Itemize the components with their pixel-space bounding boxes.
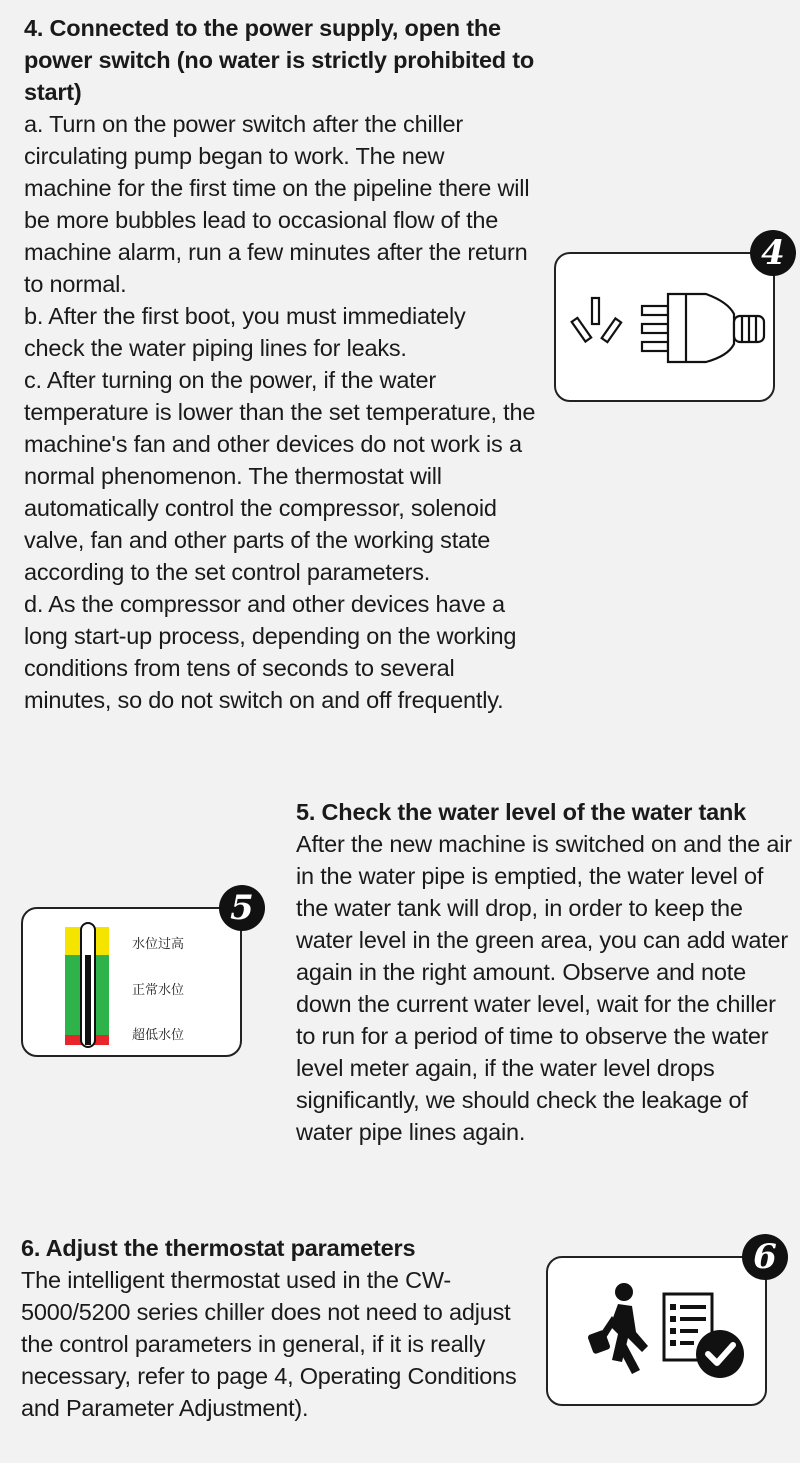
power-plug-figure [554, 252, 775, 402]
step-6-badge: 6 [742, 1234, 788, 1280]
label-level-too-low: 超低水位 [132, 1028, 185, 1043]
section-4-paragraph-b: b. After the first boot, you must immediately check the water piping lines for leaks. [24, 303, 466, 361]
section-4-paragraph-d: d. As the compressor and other devices have a long start-up process, depending on the working conditions from tens of seconds to several minutes, so do not switch on and off frequently. [24, 591, 517, 713]
section-5-title: 5. Check the water level of the water tank [296, 799, 747, 825]
section-6 [21, 1232, 541, 1424]
section-6-title: 6. Adjust the thermostat parameters [21, 1235, 416, 1261]
step-5-badge: 5 [219, 885, 265, 931]
thermostat-figure [546, 1256, 767, 1406]
section-5-body: After the new machine is switched on and the air in the water pipe is emptied, the water level of the water tank will drop, in order to keep the water level in the green area, you can add water again in the right amount. Observe and note down the current water level, wait for the chiller to run for a period of time to observe the water level meter again, if the water level drops significantly, we should check the leakage of water pipe lines again. [296, 831, 792, 1145]
section-4-title: 4. Connected to the power supply, open the power switch (no water is strictly prohibited to start) [24, 15, 535, 105]
section-4-paragraph-c: c. After turning on the power, if the water temperature is lower than the set temperature, the machine's fan and other devices do not work is a normal phenomenon. The thermostat will automatically control the compressor, solenoid valve, fan and other parts of the working state according to the set control parameters. [24, 367, 536, 585]
section-4 [24, 12, 564, 716]
water-level-figure [21, 907, 242, 1057]
section-5 [296, 796, 796, 1148]
label-level-too-high: 水位过高 [132, 937, 185, 952]
label-normal-level: 正常水位 [132, 983, 185, 998]
section-6-body: The intelligent thermostat used in the CW-5000/5200 series chiller does not need to adjust the control parameters in general, if it is really necessary, refer to page 4, Operating Conditions and Parameter Adjustment). [21, 1267, 517, 1421]
person-checklist-icon [548, 1258, 765, 1404]
power-plug-icon [556, 254, 773, 400]
step-4-badge: 4 [750, 230, 796, 276]
section-4-paragraph-a: a. Turn on the power switch after the chiller circulating pump began to work. The new machine for the first time on the pipeline there will be more bubbles lead to occasional flow of the machine alarm, run a few minutes after the return to normal. [24, 111, 530, 297]
